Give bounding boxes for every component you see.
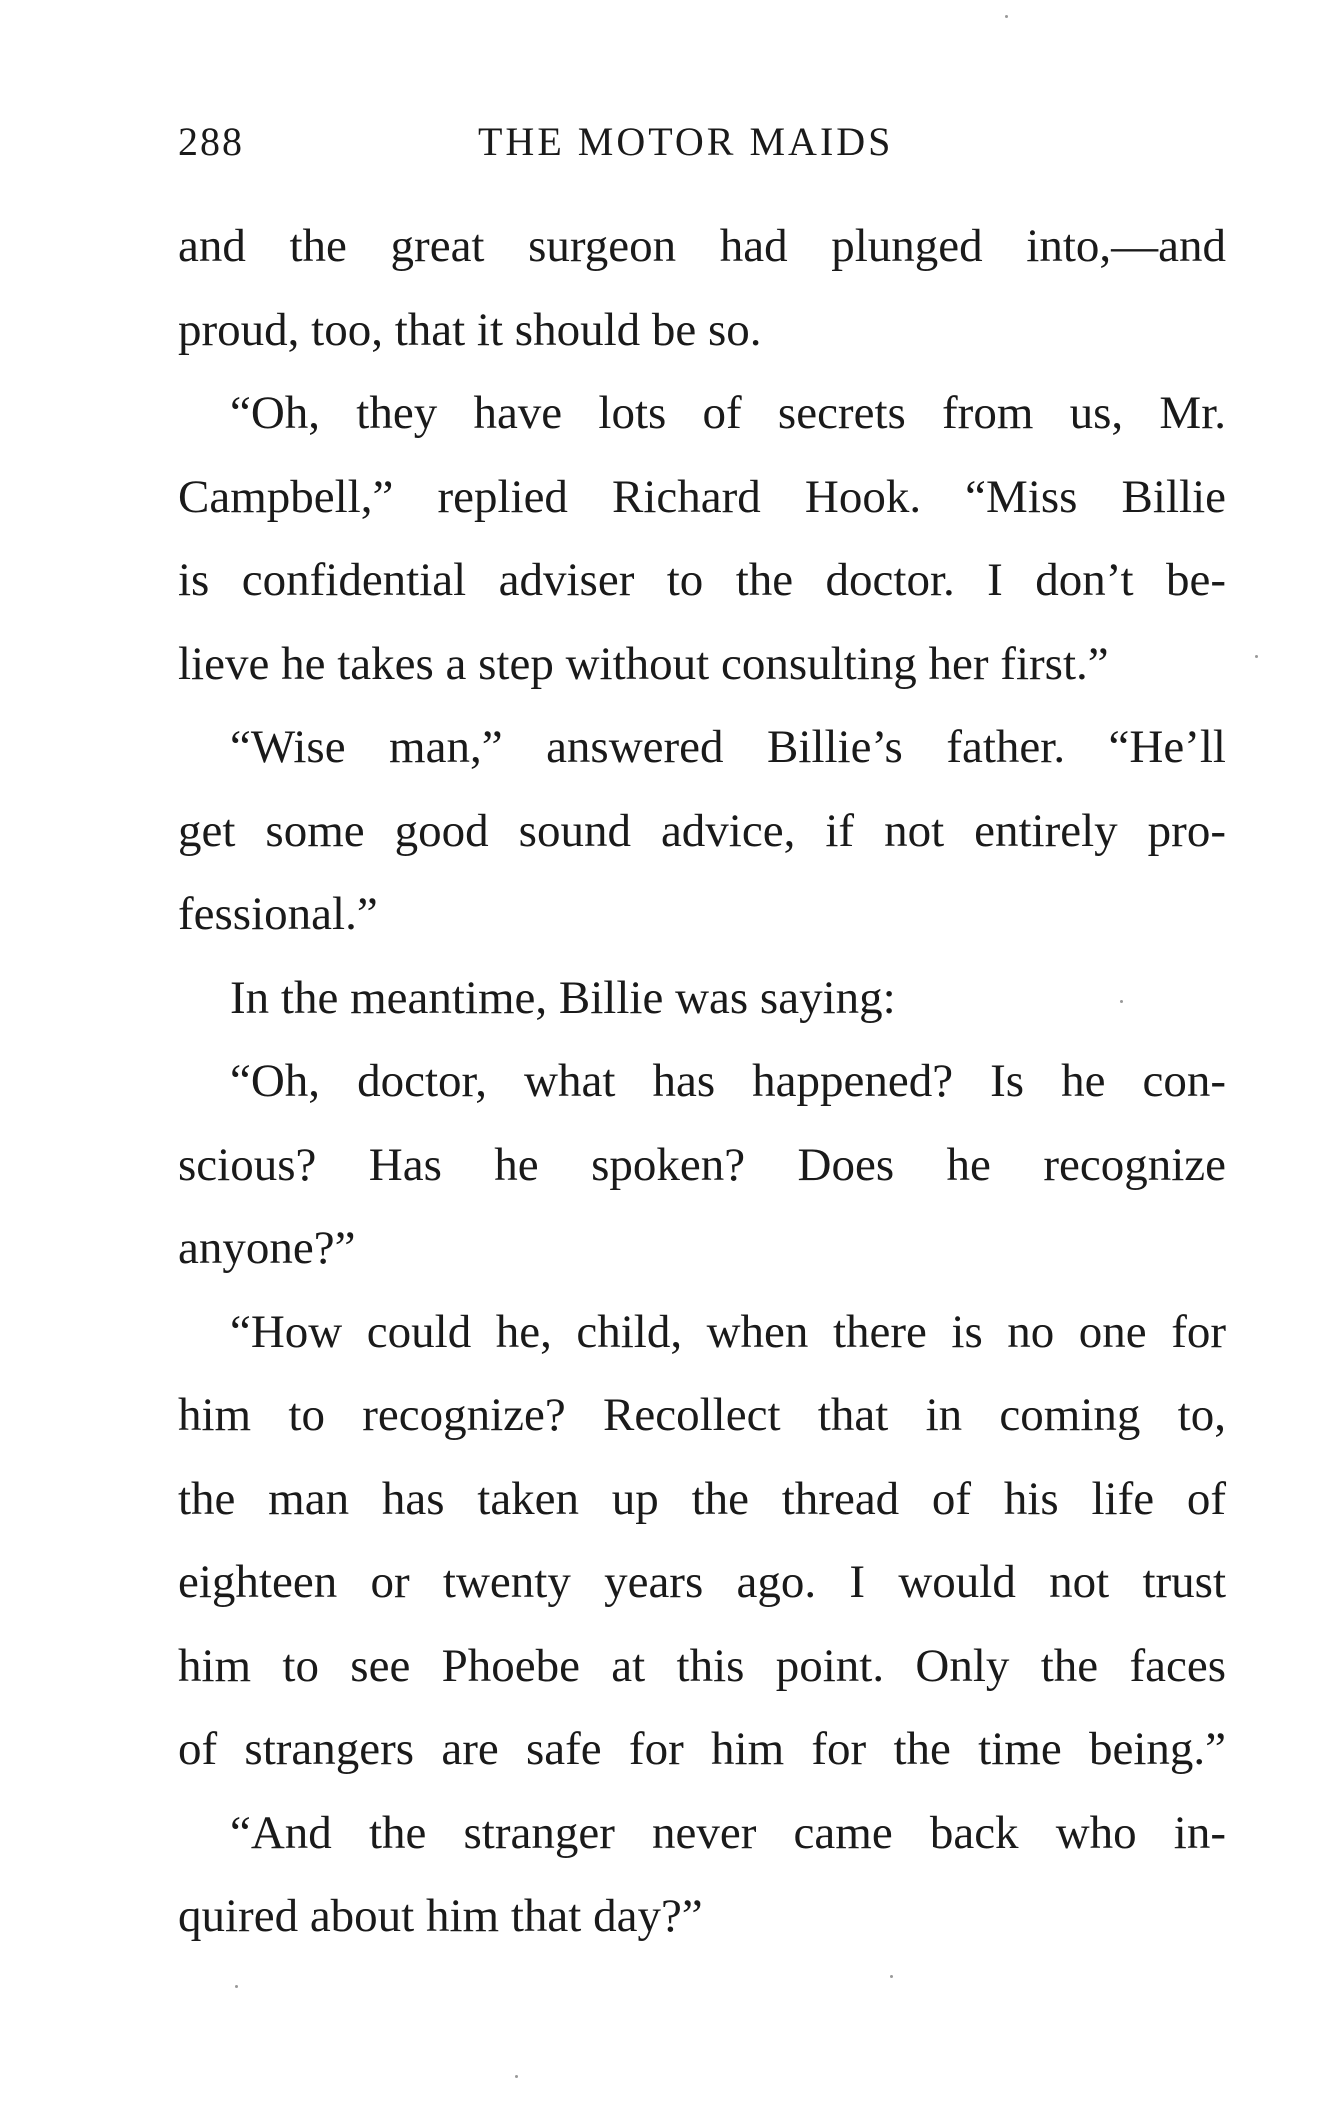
text-line: and the great surgeon had plunged into,—and [178,220,1226,272]
paper-speck [1255,655,1258,658]
paragraph-first-line: In the meantime, Billie was saying: [230,971,896,1024]
body-text [178,205,1226,1959]
paper-speck [890,1975,893,1978]
text-line: quired about him that day?” [178,1890,703,1942]
paragraph-first-line: “Oh, doctor, what has happened? Is he con- [230,1055,1226,1107]
paper-speck [1005,15,1008,18]
text-line: scious? Has he spoken? Does he recognize [178,1138,1226,1191]
text-line: lieve he takes a step without consulting her first.” [178,637,1109,690]
running-title: THE MOTOR MAIDS [478,119,894,164]
paper-speck [515,2075,518,2078]
text-line: fessional.” [178,888,378,940]
text-line: Campbell,” replied Richard Hook. “Miss Billie [178,470,1226,523]
paragraph-first-line: “Oh, they have lots of secrets from us, Mr. [230,387,1226,439]
running-head [178,118,1228,178]
text-line: of strangers are safe for him for the time being.” [178,1723,1226,1775]
paper-speck [235,1985,238,1988]
text-line: the man has taken up the thread of his life of [178,1472,1226,1525]
page-number: 288 [178,119,244,164]
text-line: get some good sound advice, if not entirely pro- [178,804,1226,857]
text-line: him to recognize? Recollect that in coming to, [178,1389,1226,1441]
text-line: him to see Phoebe at this point. Only the faces [178,1639,1226,1692]
text-line: eighteen or twenty years ago. I would not trust [178,1556,1226,1608]
paragraph-first-line: “And the stranger never came back who in- [230,1806,1226,1859]
text-line: anyone?” [178,1222,356,1274]
paper-speck [1120,1000,1123,1003]
text-line: proud, too, that it should be so. [178,303,762,356]
paragraph-first-line: “Wise man,” answered Billie’s father. “He’ll [230,721,1226,773]
text-line: is confidential adviser to the doctor. I don’t be- [178,554,1226,606]
paragraph-first-line: “How could he, child, when there is no one for [230,1305,1226,1358]
